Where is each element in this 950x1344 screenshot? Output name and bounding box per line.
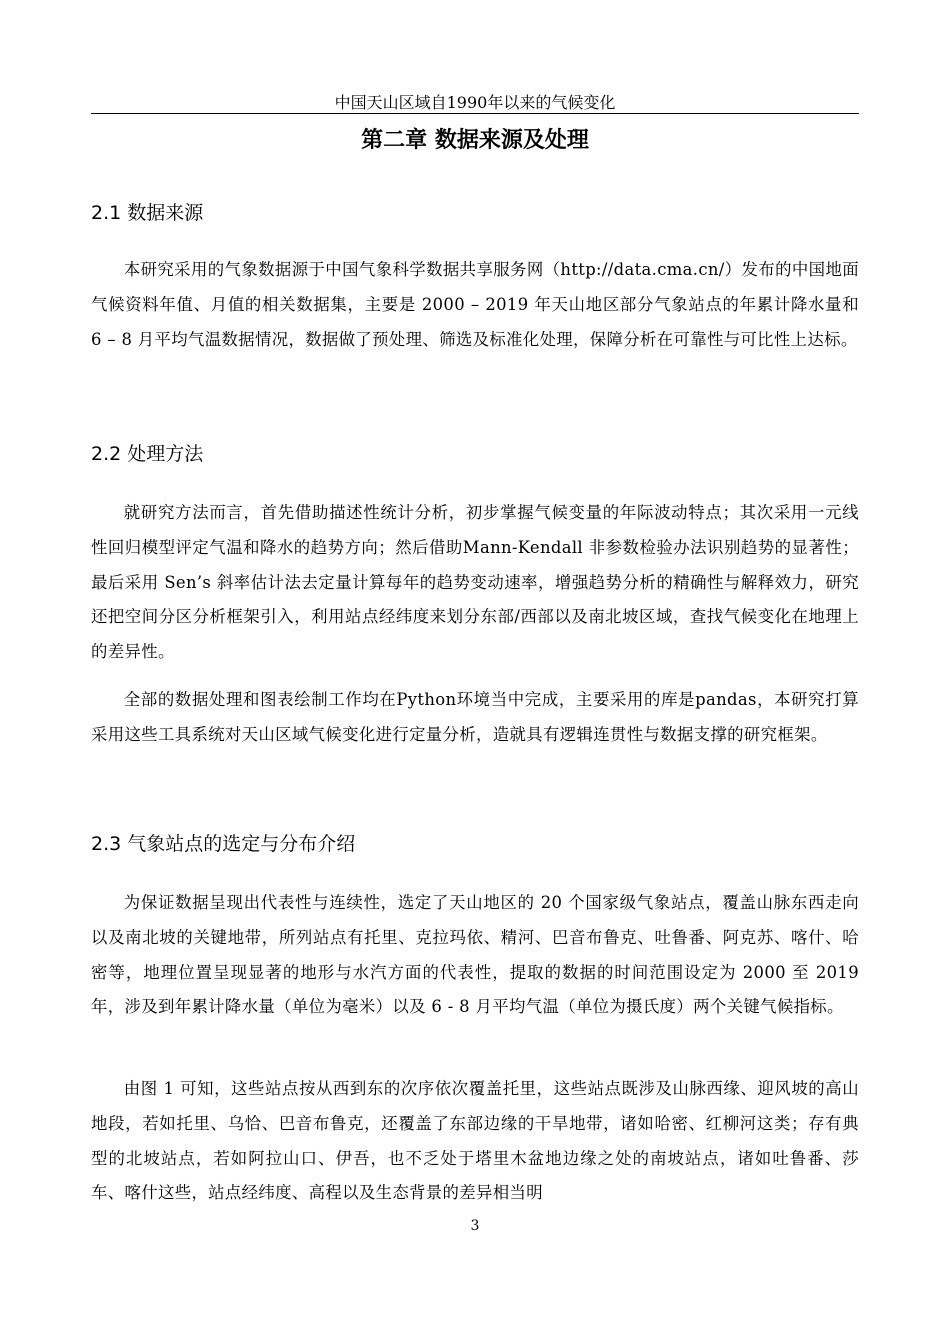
running-header: 中国天山区域自1990年以来的气候变化 <box>334 93 616 112</box>
section-heading-2-1: 2.1 数据来源 <box>91 202 204 224</box>
section-heading-2-2: 2.2 处理方法 <box>91 443 204 465</box>
header-rule <box>91 113 859 114</box>
paragraph-2-2-2: 全部的数据处理和图表绘制工作均在Python环境当中完成，主要采用的库是pandas，本研究打算采用这些工具系统对天山区域气候变化进行定量分析，造就具有逻辑连贯性与数据支撑的研究框架。 <box>91 690 859 744</box>
paragraph-2-3-1: 为保证数据呈现出代表性与连续性，选定了天山地区的 20 个国家级气象站点，覆盖山脉东西走向以及南北坡的关键地带，所列站点有托里、克拉玛依、精河、巴音布鲁克、吐鲁番、阿克苏、喀什、哈密等，地理位置呈现显著的地形与水汽方面的代表性，提取的数据的时间范围设定为 2000 至 2019 年，涉及到年累计降水量（单位为毫米）以及 6 - 8 月平均气温（单位为摄氏度）两个关键气候指标。 <box>91 893 859 1017</box>
chapter-title: 第二章 数据来源及处理 <box>361 128 589 153</box>
paragraph-2-1-1: 本研究采用的气象数据源于中国气象科学数据共享服务网（http://data.cma.cn/）发布的中国地面气候资料年值、月值的相关数据集，主要是 2000 – 2019 年天山地区部分气象站点的年累计降水量和 6 – 8 月平均气温数据情况，数据做了预处理、筛选及标准化处理，保障分析在可靠性与可比性上达标。 <box>91 260 859 349</box>
page-number: 3 <box>470 1218 480 1234</box>
section-heading-2-3: 2.3 气象站点的选定与分布介绍 <box>91 833 356 855</box>
paragraph-2-3-2: 由图 1 可知，这些站点按从西到东的次序依次覆盖托里，这些站点既涉及山脉西缘、迎风坡的高山地段，若如托里、乌恰、巴音布鲁克，还覆盖了东部边缘的干旱地带，诸如哈密、红柳河这类；存有典型的北坡站点，若如阿拉山口、伊吾，也不乏处于塔里木盆地边缘之处的南坡站点，诸如吐鲁番、莎车、喀什这些，站点经纬度、高程以及生态背景的差异相当明 <box>91 1079 859 1203</box>
paragraph-2-2-1: 就研究方法而言，首先借助描述性统计分析，初步掌握气候变量的年际波动特点；其次采用一元线性回归模型评定气温和降水的趋势方向；然后借助Mann-Kendall 非参数检验办法识别趋势的显著性；最后采用 Sen’s 斜率估计法去定量计算每年的趋势变动速率，增强趋势分析的精确性与解释效力，研究还把空间分区分析框架引入，利用站点经纬度来划分东部/西部以及南北坡区域，查找气候变化在地理上的差异性。 <box>91 503 859 662</box>
